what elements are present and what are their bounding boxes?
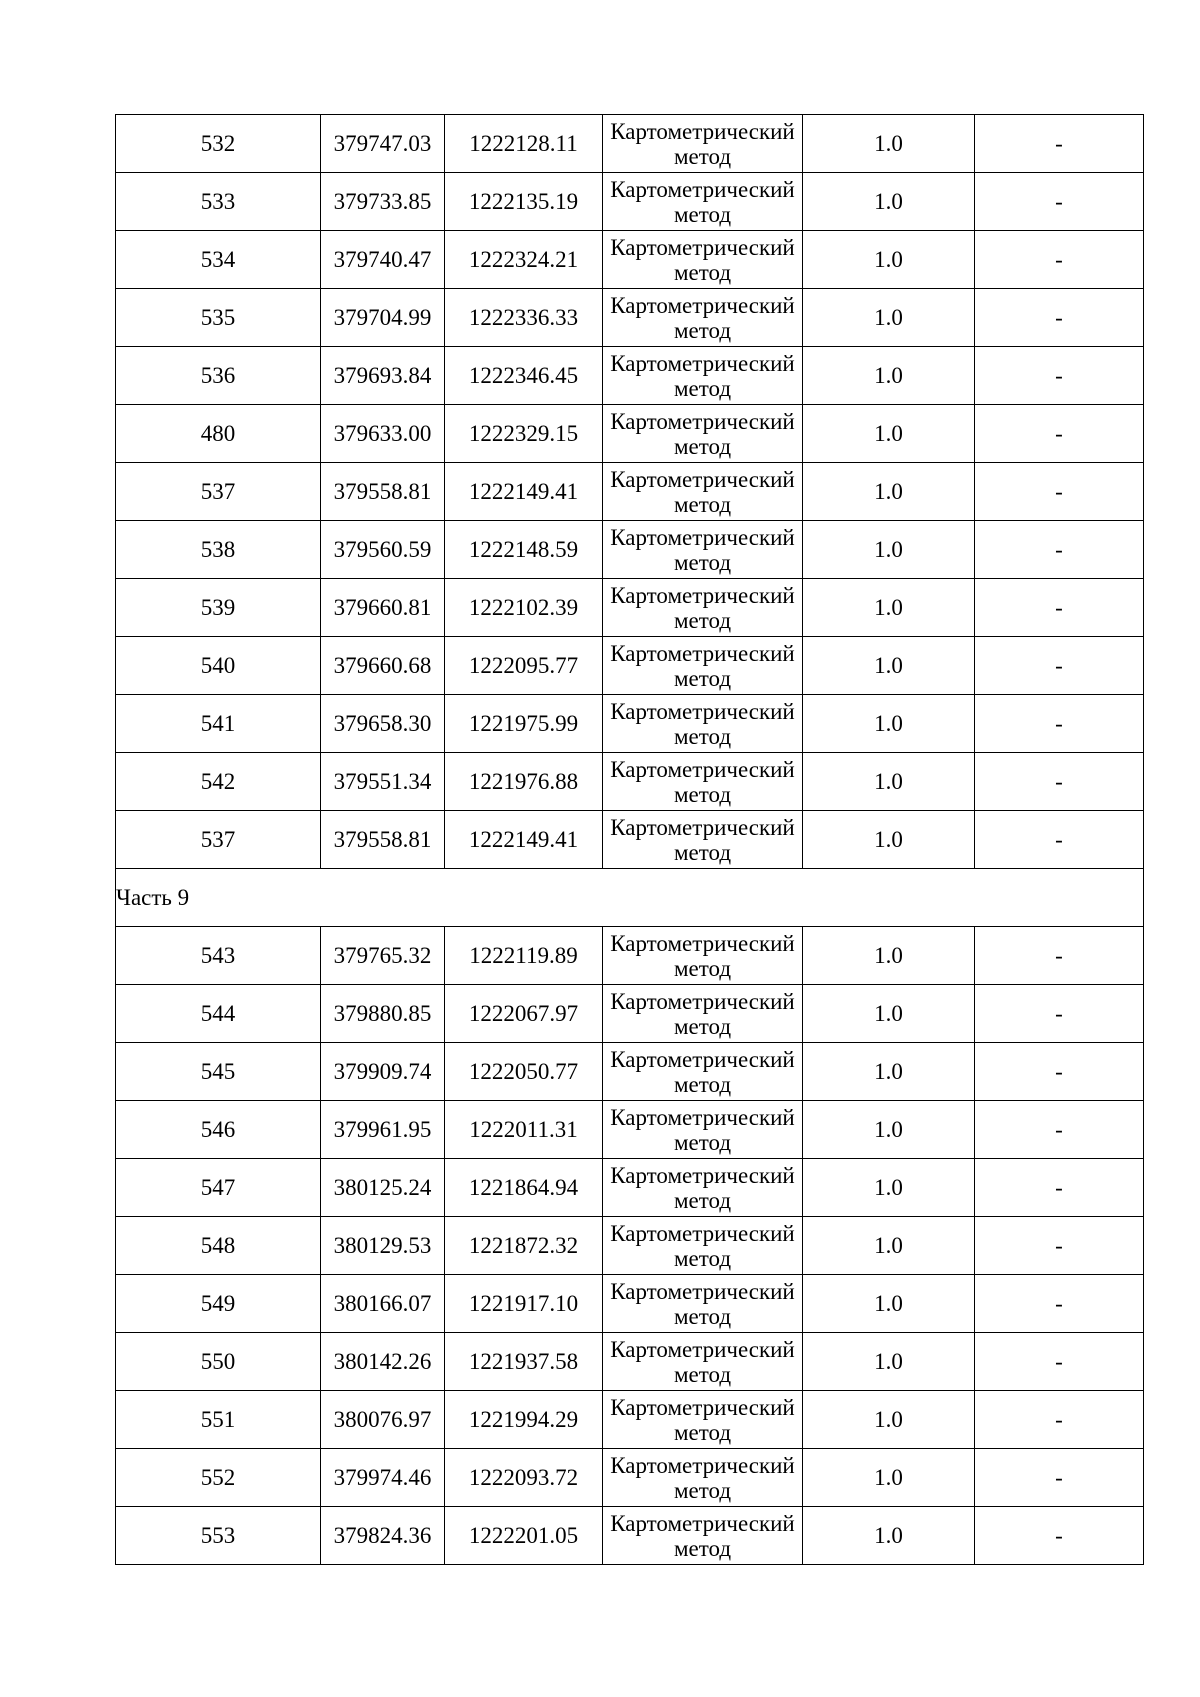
x-coordinate-cell: 379824.36 bbox=[321, 1507, 445, 1565]
point-number-cell: 548 bbox=[116, 1217, 321, 1275]
y-coordinate-cell: 1222011.31 bbox=[445, 1101, 603, 1159]
x-coordinate-cell: 379880.85 bbox=[321, 985, 445, 1043]
y-coordinate-cell: 1222102.39 bbox=[445, 579, 603, 637]
coordinates-table-body bbox=[116, 115, 1144, 1565]
table-row bbox=[116, 1275, 1144, 1333]
method-cell: Картометрический метод bbox=[603, 463, 803, 521]
point-number-cell: 535 bbox=[116, 289, 321, 347]
note-cell: - bbox=[975, 637, 1144, 695]
method-cell: Картометрический метод bbox=[603, 521, 803, 579]
y-coordinate-cell: 1222050.77 bbox=[445, 1043, 603, 1101]
method-cell: Картометрический метод bbox=[603, 985, 803, 1043]
accuracy-cell: 1.0 bbox=[803, 1391, 975, 1449]
table-row bbox=[116, 1333, 1144, 1391]
point-number-cell: 545 bbox=[116, 1043, 321, 1101]
point-number-cell: 536 bbox=[116, 347, 321, 405]
point-number-cell: 537 bbox=[116, 811, 321, 869]
method-cell: Картометрический метод bbox=[603, 1043, 803, 1101]
x-coordinate-cell: 379658.30 bbox=[321, 695, 445, 753]
method-cell: Картометрический метод bbox=[603, 579, 803, 637]
note-cell: - bbox=[975, 1507, 1144, 1565]
method-cell: Картометрический метод bbox=[603, 1275, 803, 1333]
section-heading-row bbox=[116, 869, 1144, 927]
table-row bbox=[116, 289, 1144, 347]
point-number-cell: 532 bbox=[116, 115, 321, 173]
point-number-cell: 542 bbox=[116, 753, 321, 811]
x-coordinate-cell: 379633.00 bbox=[321, 405, 445, 463]
note-cell: - bbox=[975, 1391, 1144, 1449]
table-row bbox=[116, 985, 1144, 1043]
x-coordinate-cell: 379660.68 bbox=[321, 637, 445, 695]
method-cell: Картометрический метод bbox=[603, 1449, 803, 1507]
y-coordinate-cell: 1222135.19 bbox=[445, 173, 603, 231]
point-number-cell: 533 bbox=[116, 173, 321, 231]
accuracy-cell: 1.0 bbox=[803, 463, 975, 521]
x-coordinate-cell: 379551.34 bbox=[321, 753, 445, 811]
table-row bbox=[116, 695, 1144, 753]
point-number-cell: 552 bbox=[116, 1449, 321, 1507]
accuracy-cell: 1.0 bbox=[803, 1333, 975, 1391]
x-coordinate-cell: 380142.26 bbox=[321, 1333, 445, 1391]
method-cell: Картометрический метод bbox=[603, 811, 803, 869]
x-coordinate-cell: 379693.84 bbox=[321, 347, 445, 405]
x-coordinate-cell: 379733.85 bbox=[321, 173, 445, 231]
point-number-cell: 547 bbox=[116, 1159, 321, 1217]
y-coordinate-cell: 1222336.33 bbox=[445, 289, 603, 347]
note-cell: - bbox=[975, 289, 1144, 347]
method-cell: Картометрический метод bbox=[603, 1101, 803, 1159]
method-cell: Картометрический метод bbox=[603, 115, 803, 173]
method-cell: Картометрический метод bbox=[603, 173, 803, 231]
point-number-cell: 538 bbox=[116, 521, 321, 579]
table-row bbox=[116, 637, 1144, 695]
y-coordinate-cell: 1221994.29 bbox=[445, 1391, 603, 1449]
y-coordinate-cell: 1221937.58 bbox=[445, 1333, 603, 1391]
method-cell: Картометрический метод bbox=[603, 231, 803, 289]
x-coordinate-cell: 380166.07 bbox=[321, 1275, 445, 1333]
y-coordinate-cell: 1222149.41 bbox=[445, 811, 603, 869]
accuracy-cell: 1.0 bbox=[803, 695, 975, 753]
method-cell: Картометрический метод bbox=[603, 927, 803, 985]
point-number-cell: 546 bbox=[116, 1101, 321, 1159]
method-cell: Картометрический метод bbox=[603, 695, 803, 753]
x-coordinate-cell: 379660.81 bbox=[321, 579, 445, 637]
note-cell: - bbox=[975, 1333, 1144, 1391]
y-coordinate-cell: 1222329.15 bbox=[445, 405, 603, 463]
y-coordinate-cell: 1222128.11 bbox=[445, 115, 603, 173]
table-row bbox=[116, 1507, 1144, 1565]
method-cell: Картометрический метод bbox=[603, 753, 803, 811]
method-cell: Картометрический метод bbox=[603, 1217, 803, 1275]
method-cell: Картометрический метод bbox=[603, 289, 803, 347]
point-number-cell: 550 bbox=[116, 1333, 321, 1391]
table-row bbox=[116, 753, 1144, 811]
x-coordinate-cell: 379961.95 bbox=[321, 1101, 445, 1159]
y-coordinate-cell: 1222148.59 bbox=[445, 521, 603, 579]
note-cell: - bbox=[975, 347, 1144, 405]
point-number-cell: 534 bbox=[116, 231, 321, 289]
note-cell: - bbox=[975, 695, 1144, 753]
accuracy-cell: 1.0 bbox=[803, 985, 975, 1043]
point-number-cell: 551 bbox=[116, 1391, 321, 1449]
table-row bbox=[116, 927, 1144, 985]
x-coordinate-cell: 380125.24 bbox=[321, 1159, 445, 1217]
accuracy-cell: 1.0 bbox=[803, 753, 975, 811]
y-coordinate-cell: 1222324.21 bbox=[445, 231, 603, 289]
method-cell: Картометрический метод bbox=[603, 1391, 803, 1449]
note-cell: - bbox=[975, 231, 1144, 289]
accuracy-cell: 1.0 bbox=[803, 347, 975, 405]
y-coordinate-cell: 1222067.97 bbox=[445, 985, 603, 1043]
accuracy-cell: 1.0 bbox=[803, 115, 975, 173]
x-coordinate-cell: 379740.47 bbox=[321, 231, 445, 289]
table-row bbox=[116, 115, 1144, 173]
y-coordinate-cell: 1221872.32 bbox=[445, 1217, 603, 1275]
x-coordinate-cell: 379765.32 bbox=[321, 927, 445, 985]
x-coordinate-cell: 379974.46 bbox=[321, 1449, 445, 1507]
point-number-cell: 480 bbox=[116, 405, 321, 463]
point-number-cell: 541 bbox=[116, 695, 321, 753]
table-row bbox=[116, 1391, 1144, 1449]
accuracy-cell: 1.0 bbox=[803, 1043, 975, 1101]
method-cell: Картометрический метод bbox=[603, 405, 803, 463]
table-row bbox=[116, 463, 1144, 521]
y-coordinate-cell: 1222093.72 bbox=[445, 1449, 603, 1507]
point-number-cell: 553 bbox=[116, 1507, 321, 1565]
y-coordinate-cell: 1221864.94 bbox=[445, 1159, 603, 1217]
y-coordinate-cell: 1222149.41 bbox=[445, 463, 603, 521]
x-coordinate-cell: 379558.81 bbox=[321, 811, 445, 869]
note-cell: - bbox=[975, 463, 1144, 521]
accuracy-cell: 1.0 bbox=[803, 289, 975, 347]
x-coordinate-cell: 379558.81 bbox=[321, 463, 445, 521]
accuracy-cell: 1.0 bbox=[803, 1101, 975, 1159]
x-coordinate-cell: 380076.97 bbox=[321, 1391, 445, 1449]
accuracy-cell: 1.0 bbox=[803, 1449, 975, 1507]
note-cell: - bbox=[975, 1449, 1144, 1507]
note-cell: - bbox=[975, 579, 1144, 637]
note-cell: - bbox=[975, 1043, 1144, 1101]
table-row bbox=[116, 1101, 1144, 1159]
method-cell: Картометрический метод bbox=[603, 1333, 803, 1391]
accuracy-cell: 1.0 bbox=[803, 405, 975, 463]
accuracy-cell: 1.0 bbox=[803, 579, 975, 637]
note-cell: - bbox=[975, 1217, 1144, 1275]
note-cell: - bbox=[975, 985, 1144, 1043]
accuracy-cell: 1.0 bbox=[803, 173, 975, 231]
table-row bbox=[116, 1449, 1144, 1507]
x-coordinate-cell: 380129.53 bbox=[321, 1217, 445, 1275]
accuracy-cell: 1.0 bbox=[803, 1275, 975, 1333]
note-cell: - bbox=[975, 927, 1144, 985]
table-row bbox=[116, 1217, 1144, 1275]
y-coordinate-cell: 1222346.45 bbox=[445, 347, 603, 405]
accuracy-cell: 1.0 bbox=[803, 1217, 975, 1275]
note-cell: - bbox=[975, 1101, 1144, 1159]
method-cell: Картометрический метод bbox=[603, 347, 803, 405]
table-row bbox=[116, 173, 1144, 231]
x-coordinate-cell: 379704.99 bbox=[321, 289, 445, 347]
note-cell: - bbox=[975, 811, 1144, 869]
y-coordinate-cell: 1221975.99 bbox=[445, 695, 603, 753]
y-coordinate-cell: 1221917.10 bbox=[445, 1275, 603, 1333]
x-coordinate-cell: 379909.74 bbox=[321, 1043, 445, 1101]
accuracy-cell: 1.0 bbox=[803, 811, 975, 869]
note-cell: - bbox=[975, 753, 1144, 811]
accuracy-cell: 1.0 bbox=[803, 1159, 975, 1217]
note-cell: - bbox=[975, 521, 1144, 579]
method-cell: Картометрический метод bbox=[603, 1507, 803, 1565]
point-number-cell: 539 bbox=[116, 579, 321, 637]
y-coordinate-cell: 1221976.88 bbox=[445, 753, 603, 811]
accuracy-cell: 1.0 bbox=[803, 927, 975, 985]
method-cell: Картометрический метод bbox=[603, 1159, 803, 1217]
table-row bbox=[116, 231, 1144, 289]
note-cell: - bbox=[975, 1159, 1144, 1217]
accuracy-cell: 1.0 bbox=[803, 637, 975, 695]
accuracy-cell: 1.0 bbox=[803, 521, 975, 579]
point-number-cell: 549 bbox=[116, 1275, 321, 1333]
note-cell: - bbox=[975, 405, 1144, 463]
point-number-cell: 544 bbox=[116, 985, 321, 1043]
note-cell: - bbox=[975, 115, 1144, 173]
table-row bbox=[116, 579, 1144, 637]
table-row bbox=[116, 347, 1144, 405]
x-coordinate-cell: 379560.59 bbox=[321, 521, 445, 579]
y-coordinate-cell: 1222095.77 bbox=[445, 637, 603, 695]
point-number-cell: 540 bbox=[116, 637, 321, 695]
table-row bbox=[116, 811, 1144, 869]
accuracy-cell: 1.0 bbox=[803, 231, 975, 289]
y-coordinate-cell: 1222119.89 bbox=[445, 927, 603, 985]
note-cell: - bbox=[975, 1275, 1144, 1333]
table-row bbox=[116, 521, 1144, 579]
note-cell: - bbox=[975, 173, 1144, 231]
section-heading: Часть 9 bbox=[116, 869, 1144, 927]
y-coordinate-cell: 1222201.05 bbox=[445, 1507, 603, 1565]
x-coordinate-cell: 379747.03 bbox=[321, 115, 445, 173]
method-cell: Картометрический метод bbox=[603, 637, 803, 695]
table-row bbox=[116, 1159, 1144, 1217]
accuracy-cell: 1.0 bbox=[803, 1507, 975, 1565]
coordinates-table bbox=[115, 114, 1144, 1565]
point-number-cell: 537 bbox=[116, 463, 321, 521]
point-number-cell: 543 bbox=[116, 927, 321, 985]
table-row bbox=[116, 1043, 1144, 1101]
table-row bbox=[116, 405, 1144, 463]
